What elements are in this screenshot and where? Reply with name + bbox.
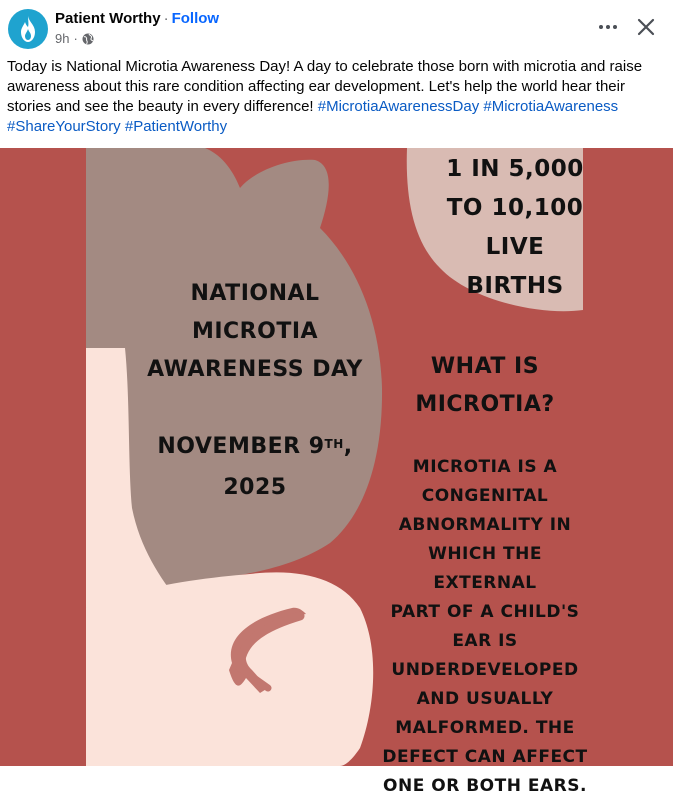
stat-line: 1 IN 5,000 bbox=[446, 156, 584, 182]
date-line: NOVEMBER 9TH, bbox=[157, 434, 353, 459]
definition-line: MALFORMED. THE bbox=[395, 718, 575, 738]
title-line: MICROTIA bbox=[191, 319, 319, 344]
post-image[interactable] bbox=[0, 148, 673, 796]
author-line bbox=[55, 10, 219, 28]
follow-button[interactable]: Follow bbox=[171, 10, 220, 27]
stat-text bbox=[440, 150, 590, 306]
page-avatar[interactable] bbox=[8, 9, 48, 49]
poster-title bbox=[140, 275, 370, 389]
author-name[interactable]: Patient Worthy bbox=[55, 10, 161, 27]
definition-line: CONGENITAL bbox=[421, 486, 549, 506]
separator-dot: · bbox=[163, 10, 169, 27]
separator-dot: · bbox=[73, 31, 78, 46]
post-body: Today is National Microtia Awareness Day! A day to celebrate those born with microtia and raise awareness about this rare condition affecting ear development. Let's help the world hear their stories and see the beauty in every difference! bbox=[7, 58, 643, 115]
definition-line: AND USUALLY bbox=[416, 689, 554, 709]
definition-line: EAR IS bbox=[452, 631, 518, 651]
hashtag-link[interactable]: #MicrotiaAwarenessDay bbox=[317, 98, 480, 115]
question-heading bbox=[400, 348, 570, 424]
definition-line: WHICH THE EXTERNAL bbox=[428, 544, 542, 593]
question-line: MICROTIA? bbox=[415, 392, 555, 417]
more-dot bbox=[606, 25, 610, 29]
title-line: AWARENESS DAY bbox=[147, 357, 363, 382]
post-text bbox=[7, 57, 657, 137]
stat-line: LIVE BIRTHS bbox=[466, 234, 564, 299]
post-header bbox=[0, 0, 673, 148]
definition-line: ABNORMALITY IN bbox=[398, 515, 572, 535]
question-line: WHAT IS bbox=[430, 354, 540, 379]
more-options-button[interactable] bbox=[594, 14, 622, 40]
post-meta bbox=[55, 31, 94, 46]
definition-line: ONE OR BOTH EARS. bbox=[383, 776, 587, 796]
stat-line: TO 10,100 bbox=[446, 195, 584, 221]
close-icon[interactable] bbox=[633, 14, 659, 40]
hashtag-link[interactable]: #PatientWorthy bbox=[124, 118, 228, 135]
title-line: NATIONAL bbox=[190, 281, 320, 306]
more-horizontal-icon bbox=[599, 25, 603, 29]
hashtag-link[interactable]: #MicrotiaAwareness bbox=[483, 98, 619, 115]
definition-line: DEFECT CAN AFFECT bbox=[382, 747, 588, 767]
flame-icon bbox=[16, 15, 40, 43]
definition-line: PART OF A CHILD'S bbox=[390, 602, 580, 622]
more-dot bbox=[613, 25, 617, 29]
globe-icon[interactable] bbox=[82, 33, 94, 45]
definition-text bbox=[380, 453, 590, 801]
date-year: 2025 bbox=[223, 475, 287, 500]
poster-date bbox=[150, 426, 360, 508]
definition-line: MICROTIA IS A bbox=[412, 457, 558, 477]
definition-line: UNDERDEVELOPED bbox=[391, 660, 579, 680]
hashtag-link[interactable]: #ShareYourStory bbox=[7, 118, 121, 135]
date-superscript: TH bbox=[324, 437, 344, 451]
post-timestamp[interactable]: 9h bbox=[55, 31, 70, 46]
